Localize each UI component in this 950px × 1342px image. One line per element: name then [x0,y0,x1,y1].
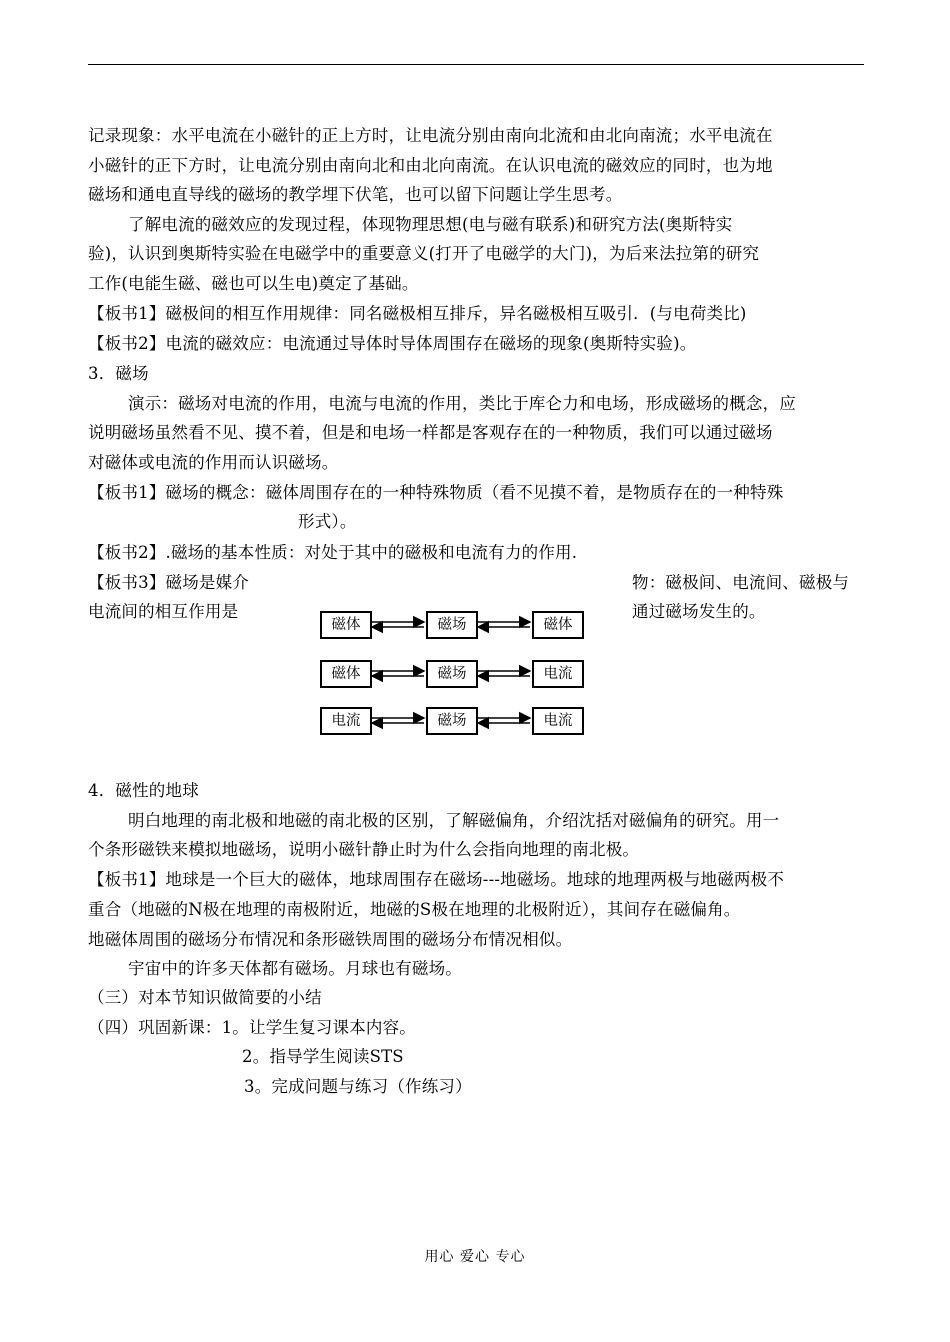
board-note: 地磁体周围的磁场分布情况和条形磁铁周围的磁场分布情况相似。 [88,930,573,949]
section-title: 3．磁场 [88,364,149,383]
board-note: 电流间的相互作用是 [88,602,239,621]
paragraph-line: 个条形磁铁来模拟地磁场，说明小磁针静止时为什么会指向地理的南北极。 [88,840,640,859]
diagram-box-current: 电流 [532,660,584,688]
diagram-box-field: 磁场 [426,707,478,735]
board-note-continuation: 形式）。 [298,512,357,531]
consolidate-line: （四）巩固新课：1。让学生复习课本内容。 [88,1018,416,1037]
board-note: 【板书2】.磁场的基本性质：对处于其中的磁极和电流有力的作用. [88,543,578,562]
board-note: 通过磁场发生的。 [632,602,766,621]
section-title: 4．磁性的地球 [88,781,199,800]
diagram-box-magnet: 磁体 [532,611,584,639]
paragraph-line: 了解电流的磁效应的发现过程，体现物理思想(电与磁有联系)和研究方法(奥斯特实 [128,215,733,234]
diagram-box-field: 磁场 [426,611,478,639]
paragraph-line: 小磁针的正下方时，让电流分别由南向北和由北向南流。在认识电流的磁效应的同时，也为地 [88,156,773,175]
paragraph-line: 明白地理的南北极和地磁的南北极的区别，了解磁偏角，介绍沈括对磁偏角的研究。用一 [128,811,780,830]
paragraph-line: 验)，认识到奥斯特实验在电磁学中的重要意义(打开了电磁学的大门)，为后来法拉第的研究 [88,244,760,263]
consolidate-item: 2。指导学生阅读STS [242,1047,404,1066]
paragraph-line: 磁场和通电直导线的磁场的教学埋下伏笔，也可以留下问题让学生思考。 [88,185,623,204]
magnetic-interaction-diagram [290,597,620,745]
paragraph-line: 记录现象：水平电流在小磁针的正上方时，让电流分别由南向北流和由北向南流；水平电流在 [88,126,773,145]
diagram-box-current: 电流 [532,707,584,735]
header-rule [88,64,864,65]
paragraph-line: 演示：磁场对电流的作用，电流与电流的作用，类比于库仑力和电场，形成磁场的概念，应 [128,394,796,413]
board-note: 【板书3】磁场是媒介 [88,573,249,592]
board-note: 重合（地磁的N极在地理的南极附近，地磁的S极在地理的北极附近），其间存在磁偏角。 [88,900,741,919]
paragraph-line: 宇宙中的许多天体都有磁场。月球也有磁场。 [128,959,462,978]
paragraph-line: 说明磁场虽然看不见、摸不着，但是和电场一样都是客观存在的一种物质，我们可以通过磁场 [88,423,773,442]
summary-line: （三）对本节知识做简要的小结 [88,988,322,1007]
paragraph-line: 工作(电能生磁、磁也可以生电)奠定了基础。 [88,274,419,293]
diagram-box-field: 磁场 [426,660,478,688]
board-note: 【板书2】电流的磁效应：电流通过导体时导体周围存在磁场的现象(奥斯特实验)。 [88,334,697,353]
paragraph-line: 对磁体或电流的作用而认识磁场。 [88,453,339,472]
board-note: 物：磁极间、电流间、磁极与 [632,573,850,592]
board-note: 【板书1】磁场的概念：磁体周围存在的一种特殊物质（看不见摸不着，是物质存在的一种特殊 [88,483,784,502]
board-note: 【板书1】磁极间的相互作用规律：同名磁极相互排斥，异名磁极相互吸引．(与电荷类比) [88,304,747,323]
diagram-box-current: 电流 [320,707,372,735]
diagram-box-magnet: 磁体 [320,611,372,639]
page-footer: 用心 爱心 专心 [424,1249,526,1265]
consolidate-item: 3。完成问题与练习（作练习） [244,1077,472,1096]
diagram-box-magnet: 磁体 [320,660,372,688]
board-note: 【板书1】地球是一个巨大的磁体，地球周围存在磁场---地磁场。地球的地理两极与地磁两极不 [88,870,785,889]
